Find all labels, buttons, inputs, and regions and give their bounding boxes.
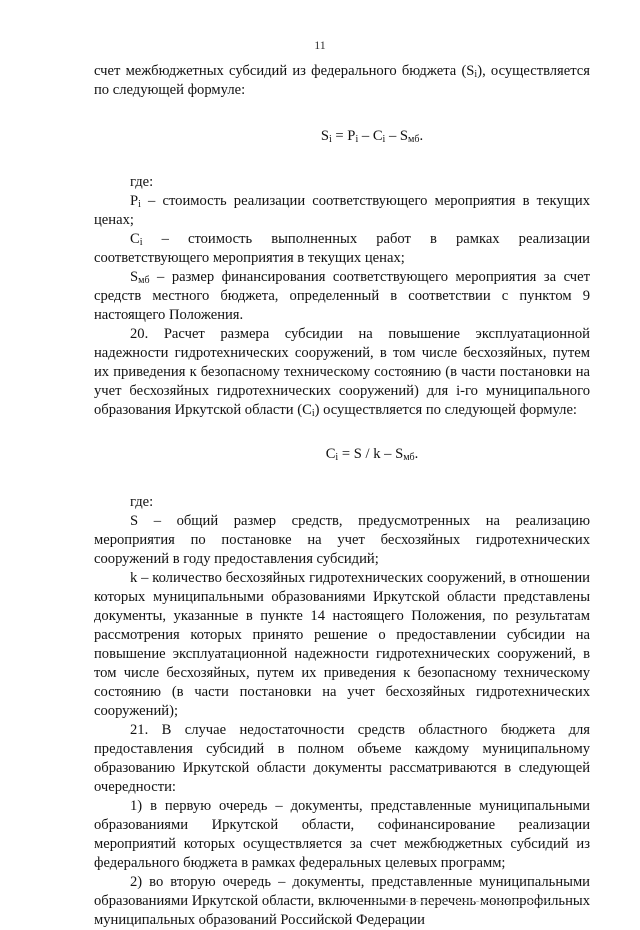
definition-ci: $C_i$ – стоимость выполненных работ в рамках реализации соответствующего мероприятия в текущих ценах; bbox=[94, 231, 590, 266]
scan-artifact-line bbox=[370, 900, 550, 902]
paragraph-20: 20. Расчет размера субсидии на повышение эксплуатационной надежности гидротехнических сооружений, в том числе бесхозяйных, путем их приведения к безопасному техническому состоянию (в части постановки на учет бесхозяйных гидротехнических сооружений) для i-го муниципального образования Иркутской области $(C_i)$ осуществляется по следующей формуле: bbox=[94, 326, 590, 419]
definition-k: k – количество бесхозяйных гидротехнических сооружений, в отношении которых муниципальными образованиями Иркутской области представлены документы, указанные в пункте 14 настоящего Положения, по результатам рассмотрения которых принято решение о предоставлении субсидии на повышение эксплуатационной надежности гидротехнических сооружений, в том числе бесхозяйных, путем их приведения к безопасному техническому состоянию (в части постановки на учет бесхозяйных гидротехнических сооружений); bbox=[94, 570, 590, 719]
where-label-1: где: bbox=[130, 174, 154, 190]
paragraph-21: 21. В случае недостаточности средств областного бюджета для предоставления субсидий в полном объеме каждому муниципальному образованию Иркутской области документы рассматриваются в следующей очередности: bbox=[94, 722, 590, 795]
definition-smb: $S_{мб}$ – размер финансирования соответствующего мероприятия за счет средств местного бюджета, определенный в соответствии с пунктом 9 настоящего Положения. bbox=[94, 269, 590, 323]
formula-si: $S_i = P_i - C_i - S_{мб}$. bbox=[320, 128, 424, 145]
formula-ci: $C_i = S / k - S_{мб}$. bbox=[325, 446, 419, 463]
intro-paragraph: счет межбюджетных субсидий из федерального бюджета $(S_i)$, осуществляется по следующей формуле: bbox=[94, 63, 590, 98]
list-item-1: 1) в первую очередь – документы, представленные муниципальными образованиями Иркутской области, софинансирование реализации мероприятий которых осуществляется за счет межбюджетных субсидий из федерального бюджета в рамках федеральных целевых программ; bbox=[94, 798, 590, 871]
list-item-2: 2) во вторую очередь – документы, представленные муниципальными образованиями Иркутской области, включенными в перечень монопрофильных муниципальных образований Российской Федерации bbox=[94, 874, 590, 928]
document-body bbox=[94, 62, 590, 930]
page-number: 11 bbox=[314, 38, 326, 52]
definition-pi: $P_i$ – стоимость реализации соответствующего мероприятия в текущих ценах; bbox=[94, 193, 590, 228]
where-label-2: где: bbox=[130, 494, 154, 510]
definition-s: S – общий размер средств, предусмотренных на реализацию мероприятия по постановке на учет бесхозяйных гидротехнических сооружений в году предоставления субсидий; bbox=[94, 513, 590, 567]
